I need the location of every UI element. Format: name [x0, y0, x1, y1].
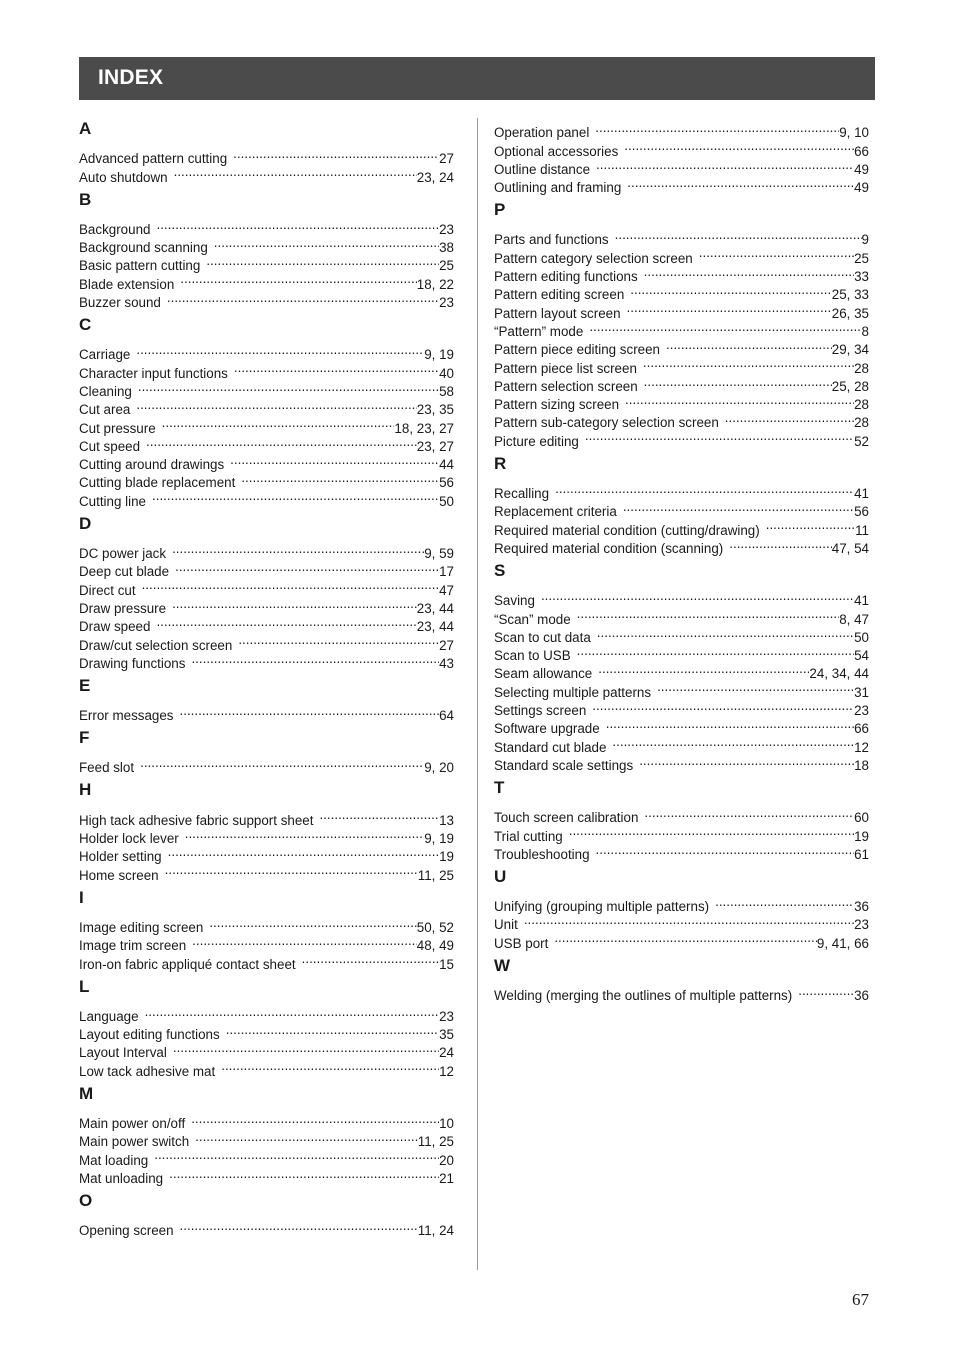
entry-term: Welding (merging the outlines of multiple patterns): [494, 987, 793, 1003]
dot-leader: [136, 341, 424, 359]
entry-pages: 61: [854, 846, 869, 864]
entry-term: Pattern sub-category selection screen: [494, 415, 719, 431]
index-entry: [494, 929, 869, 951]
index-entry: [494, 480, 869, 502]
entry-pages: 33: [854, 268, 869, 286]
entry-term: Standard scale settings: [494, 757, 634, 773]
entry-pages: 10: [439, 1115, 454, 1133]
section-letter: I: [79, 887, 84, 907]
section-letter: P: [494, 200, 506, 220]
dot-leader: [666, 336, 832, 354]
index-entry: [494, 804, 869, 826]
entry-term: Error messages: [79, 708, 174, 724]
entry-pages: 11, 24: [418, 1222, 454, 1240]
entry-pages: 41: [854, 485, 869, 503]
dot-leader: [234, 359, 439, 377]
entry-pages: 23, 24: [417, 169, 454, 187]
entry-pages: 23, 44: [417, 600, 454, 618]
entry-pages: 25: [439, 257, 454, 275]
index-column-left: [79, 118, 454, 1239]
entry-pages: 17: [439, 563, 454, 581]
entry-term: Image editing screen: [79, 919, 204, 935]
entry-term: Unifying (grouping multiple patterns): [494, 899, 710, 915]
dot-leader: [589, 318, 861, 336]
entry-pages: 23: [854, 702, 869, 720]
entry-pages: 19: [854, 828, 869, 846]
section-letter: L: [79, 976, 90, 996]
dot-leader: [729, 535, 832, 553]
dot-leader: [180, 702, 440, 720]
dot-leader: [175, 558, 439, 576]
entry-term: Seam allowance: [494, 666, 593, 682]
dot-leader: [140, 754, 424, 772]
section-letter: T: [494, 777, 505, 797]
entry-pages: 28: [854, 396, 869, 414]
entry-pages: 8, 47: [839, 611, 869, 629]
index-section: [79, 780, 454, 883]
dot-leader: [597, 624, 854, 642]
dot-leader: [136, 396, 416, 414]
entry-pages: 43: [439, 655, 454, 673]
dot-leader: [154, 1146, 439, 1164]
entry-term: Required material condition (cutting/drawing): [494, 522, 760, 538]
entry-pages: 9, 20: [424, 759, 454, 777]
dot-leader: [233, 145, 439, 163]
entry-term: Scan to USB: [494, 648, 571, 664]
entry-pages: 60: [854, 809, 869, 827]
entry-term: High tack adhesive fabric support sheet: [79, 812, 314, 828]
entry-term: Parts and functions: [494, 232, 609, 248]
index-entry: [79, 806, 454, 828]
section-letter: E: [79, 675, 91, 695]
index-section: [79, 315, 454, 509]
section-letter: B: [79, 189, 92, 209]
entry-pages: 12: [439, 1063, 454, 1081]
entry-term: Layout editing functions: [79, 1027, 220, 1043]
dot-leader: [585, 427, 854, 445]
entry-term: Replacement criteria: [494, 504, 617, 520]
entry-pages: 49: [854, 179, 869, 197]
index-section: [494, 866, 869, 951]
entry-pages: 9: [862, 231, 869, 249]
dot-leader: [577, 642, 854, 660]
index-section: [79, 513, 454, 671]
entry-term: DC power jack: [79, 546, 167, 562]
index-entry: [79, 1110, 454, 1131]
dot-leader: [630, 281, 832, 299]
entry-term: Recalling: [494, 486, 550, 502]
index-section: [494, 560, 869, 773]
index-entry: [494, 605, 869, 627]
section-letter: A: [79, 119, 92, 138]
entry-pages: 47: [439, 582, 454, 600]
entry-term: Cutting around drawings: [79, 457, 225, 473]
entry-pages: 11, 25: [418, 867, 454, 885]
index-section: [79, 1083, 454, 1186]
entry-pages: 44: [439, 456, 454, 474]
index-entry: [79, 216, 454, 237]
dot-leader: [623, 498, 854, 516]
dot-leader: [555, 480, 854, 498]
entry-term: Outlining and framing: [494, 180, 622, 196]
dot-leader: [172, 595, 417, 613]
dot-leader: [644, 373, 832, 391]
dot-leader: [180, 1217, 418, 1235]
entry-term: Draw/cut selection screen: [79, 637, 233, 653]
section-letter: D: [79, 513, 92, 533]
entry-term: Main power switch: [79, 1134, 190, 1150]
index-section: [79, 189, 454, 311]
entry-pages: 18, 22: [417, 276, 454, 294]
entry-term: Draw speed: [79, 619, 151, 635]
entry-term: Software upgrade: [494, 721, 600, 737]
dot-leader: [174, 163, 417, 181]
entry-term: Required material condition (scanning): [494, 540, 724, 556]
dot-leader: [657, 678, 854, 696]
index-section: [79, 728, 454, 776]
entry-term: Cleaning: [79, 383, 132, 399]
entry-pages: 20: [439, 1152, 454, 1170]
entry-term: Feed slot: [79, 760, 135, 776]
entry-term: Opening screen: [79, 1223, 174, 1239]
dot-leader: [167, 289, 439, 307]
entry-term: Pattern piece list screen: [494, 360, 637, 376]
dot-leader: [165, 861, 418, 879]
dot-leader: [643, 354, 854, 372]
dot-leader: [192, 932, 417, 950]
entry-term: Troubleshooting: [494, 846, 590, 862]
entry-pages: 23, 44: [417, 618, 454, 636]
dot-leader: [238, 631, 439, 649]
dot-leader: [596, 156, 854, 174]
entry-term: Pattern layout screen: [494, 305, 621, 321]
entry-term: Background scanning: [79, 240, 208, 256]
index-entry: [494, 119, 869, 141]
dot-leader: [169, 1165, 439, 1183]
entry-pages: 28: [854, 360, 869, 378]
entry-term: Pattern selection screen: [494, 378, 638, 394]
section-letter: F: [79, 728, 90, 748]
entry-pages: 9, 41, 66: [817, 935, 869, 953]
dot-leader: [162, 414, 395, 432]
entry-term: “Pattern” mode: [494, 323, 584, 339]
entry-pages: 41: [854, 592, 869, 610]
entry-pages: 35: [439, 1026, 454, 1044]
page-number: 67: [852, 1290, 869, 1309]
dot-leader: [699, 244, 854, 262]
entry-pages: 36: [854, 898, 869, 916]
dot-leader: [168, 843, 439, 861]
entry-pages: 25: [854, 250, 869, 268]
entry-pages: 38: [439, 239, 454, 257]
entry-term: Pattern category selection screen: [494, 250, 693, 266]
dot-leader: [606, 715, 854, 733]
dot-leader: [524, 911, 854, 929]
entry-pages: 9, 19: [424, 830, 454, 848]
dot-leader: [221, 1057, 439, 1075]
dot-leader: [644, 804, 854, 822]
dot-leader: [185, 825, 424, 843]
entry-pages: 54: [854, 647, 869, 665]
index-section: [494, 119, 869, 196]
dot-leader: [766, 516, 855, 534]
dot-leader: [598, 660, 809, 678]
entry-term: Blade extension: [79, 276, 175, 292]
index-entry: [79, 702, 454, 724]
index-section: [79, 887, 454, 972]
entry-pages: 15: [439, 956, 454, 974]
entry-pages: 56: [439, 474, 454, 492]
entry-term: Holder setting: [79, 849, 162, 865]
index-section: [79, 119, 454, 185]
entry-term: Background: [79, 221, 151, 237]
entry-pages: 66: [854, 143, 869, 161]
index-entry: [494, 911, 869, 933]
index-entry: [494, 226, 869, 248]
entry-term: Pattern sizing screen: [494, 397, 620, 413]
entry-pages: 48, 49: [417, 937, 454, 955]
entry-term: Direct cut: [79, 582, 136, 598]
dot-leader: [180, 270, 416, 288]
dot-leader: [725, 409, 854, 427]
entry-pages: 49: [854, 161, 869, 179]
dot-leader: [615, 226, 862, 244]
dot-leader: [798, 982, 854, 1000]
dot-leader: [173, 1039, 439, 1057]
dot-leader: [214, 234, 439, 252]
dot-leader: [625, 391, 854, 409]
entry-term: Iron-on fabric appliqué contact sheet: [79, 956, 296, 972]
entry-term: Standard cut blade: [494, 739, 607, 755]
dot-leader: [639, 752, 854, 770]
entry-term: Cut area: [79, 402, 131, 418]
dot-leader: [592, 697, 854, 715]
entry-term: Picture editing: [494, 433, 579, 449]
entry-term: Saving: [494, 593, 535, 609]
entry-pages: 23: [439, 294, 454, 312]
index-entry: [79, 754, 454, 776]
dot-leader: [230, 451, 439, 469]
index-section: [79, 675, 454, 724]
section-letter: H: [79, 780, 92, 800]
section-letter: U: [494, 866, 507, 886]
entry-term: Auto shutdown: [79, 169, 168, 185]
section-letter: S: [494, 560, 506, 580]
entry-term: Main power on/off: [79, 1115, 186, 1131]
entry-term: Scan to cut data: [494, 629, 591, 645]
section-letter: W: [494, 955, 511, 975]
dot-leader: [569, 822, 854, 840]
section-letter: O: [79, 1190, 93, 1210]
dot-leader: [142, 576, 440, 594]
dot-leader: [624, 137, 854, 155]
dot-leader: [138, 378, 439, 396]
dot-leader: [146, 433, 417, 451]
entry-term: Trial cutting: [494, 828, 563, 844]
entry-pages: 9, 19: [424, 346, 454, 364]
dot-leader: [595, 119, 839, 137]
dot-leader: [541, 587, 854, 605]
entry-term: “Scan” mode: [494, 611, 571, 627]
dot-leader: [241, 469, 439, 487]
entry-pages: 27: [439, 150, 454, 168]
entry-pages: 52: [854, 433, 869, 451]
entry-pages: 12: [854, 739, 869, 757]
entry-pages: 23, 35: [417, 401, 454, 419]
index-section: [79, 976, 454, 1079]
entry-term: Pattern editing screen: [494, 287, 625, 303]
section-letter: M: [79, 1083, 94, 1103]
entry-term: Buzzer sound: [79, 295, 161, 311]
dot-leader: [627, 299, 832, 317]
entry-term: Pattern piece editing screen: [494, 342, 660, 358]
dot-leader: [209, 914, 416, 932]
section-letter: C: [79, 315, 92, 335]
entry-pages: 56: [854, 503, 869, 521]
entry-pages: 23: [439, 221, 454, 239]
index-section: [494, 453, 869, 556]
dot-leader: [644, 263, 854, 281]
index-section: [494, 777, 869, 862]
entry-pages: 66: [854, 720, 869, 738]
index-header-banner: [79, 57, 875, 100]
entry-term: Carriage: [79, 347, 131, 363]
dot-leader: [302, 950, 439, 968]
index-section: [79, 1190, 454, 1239]
entry-term: Drawing functions: [79, 655, 186, 671]
entry-term: Touch screen calibration: [494, 810, 639, 826]
section-letter: R: [494, 453, 507, 473]
dot-leader: [145, 1003, 440, 1021]
dot-leader: [554, 929, 817, 947]
entry-pages: 23: [439, 1008, 454, 1026]
entry-term: Outline distance: [494, 161, 591, 177]
dot-leader: [226, 1021, 439, 1039]
index-entry: [79, 1217, 454, 1239]
index-entry: [79, 914, 454, 935]
entry-pages: 25, 28: [832, 378, 869, 396]
dot-leader: [191, 1110, 439, 1128]
entry-term: Cutting blade replacement: [79, 475, 236, 491]
entry-pages: 50, 52: [417, 919, 454, 937]
entry-term: Selecting multiple patterns: [494, 684, 652, 700]
entry-pages: 19: [439, 848, 454, 866]
dot-leader: [627, 174, 854, 192]
index-entry: [79, 1003, 454, 1024]
entry-pages: 27: [439, 637, 454, 655]
page-title: INDEX: [98, 66, 164, 89]
dot-leader: [319, 806, 439, 824]
index-entry: [494, 893, 869, 915]
index-entry: [494, 982, 869, 1003]
entry-term: USB port: [494, 935, 549, 951]
entry-pages: 11, 25: [418, 1133, 454, 1151]
entry-pages: 21: [439, 1170, 454, 1188]
entry-pages: 18, 23, 27: [394, 420, 454, 438]
entry-pages: 26, 35: [832, 305, 869, 323]
entry-pages: 9, 59: [424, 545, 454, 563]
entry-pages: 11: [855, 522, 869, 540]
index-entry: [79, 341, 454, 363]
entry-term: Settings screen: [494, 703, 587, 719]
entry-term: Cut pressure: [79, 420, 156, 436]
index-entry: [494, 587, 869, 609]
entry-pages: 23, 27: [417, 438, 454, 456]
entry-term: Pattern editing functions: [494, 269, 638, 285]
entry-term: Cutting line: [79, 493, 146, 509]
entry-term: Holder lock lever: [79, 831, 179, 847]
entry-term: Cut speed: [79, 438, 141, 454]
index-section: [494, 955, 869, 1003]
dot-leader: [596, 841, 855, 859]
entry-pages: 36: [854, 987, 869, 1005]
index-entry: [79, 540, 454, 562]
index-section: [494, 200, 869, 449]
column-divider: [477, 118, 478, 1270]
entry-pages: 29, 34: [832, 341, 869, 359]
entry-pages: 13: [439, 812, 454, 830]
entry-pages: 23: [854, 916, 869, 934]
entry-term: Draw pressure: [79, 600, 167, 616]
dot-leader: [612, 733, 854, 751]
dot-leader: [715, 893, 854, 911]
entry-term: Language: [79, 1008, 139, 1024]
entry-term: Operation panel: [494, 125, 590, 141]
entry-term: Advanced pattern cutting: [79, 151, 228, 167]
dot-leader: [156, 613, 416, 631]
entry-pages: 40: [439, 365, 454, 383]
entry-term: Mat loading: [79, 1152, 149, 1168]
dot-leader: [206, 252, 439, 270]
entry-term: Image trim screen: [79, 938, 187, 954]
entry-term: Basic pattern cutting: [79, 258, 201, 274]
entry-pages: 8: [862, 323, 869, 341]
entry-pages: 31: [854, 684, 869, 702]
entry-term: Low tack adhesive mat: [79, 1063, 216, 1079]
entry-term: Unit: [494, 917, 518, 933]
entry-pages: 50: [439, 493, 454, 511]
dot-leader: [195, 1128, 418, 1146]
dot-leader: [577, 605, 840, 623]
dot-leader: [156, 216, 439, 234]
entry-term: Deep cut blade: [79, 564, 170, 580]
dot-leader: [191, 650, 439, 668]
entry-pages: 28: [854, 414, 869, 432]
dot-leader: [152, 487, 439, 505]
entry-term: Layout Interval: [79, 1045, 167, 1061]
entry-pages: 9, 10: [839, 124, 869, 142]
entry-pages: 58: [439, 383, 454, 401]
entry-term: Home screen: [79, 867, 159, 883]
entry-term: Character input functions: [79, 365, 228, 381]
index-column-right: [494, 118, 869, 1003]
entry-pages: 24, 34, 44: [809, 665, 869, 683]
entry-pages: 64: [439, 707, 454, 725]
entry-term: Optional accessories: [494, 143, 619, 159]
entry-pages: 24: [439, 1044, 454, 1062]
entry-pages: 47, 54: [832, 540, 869, 558]
entry-pages: 18: [854, 757, 869, 775]
dot-leader: [172, 540, 424, 558]
entry-pages: 25, 33: [832, 286, 869, 304]
entry-term: Mat unloading: [79, 1170, 164, 1186]
index-entry: [79, 145, 454, 167]
entry-pages: 50: [854, 629, 869, 647]
